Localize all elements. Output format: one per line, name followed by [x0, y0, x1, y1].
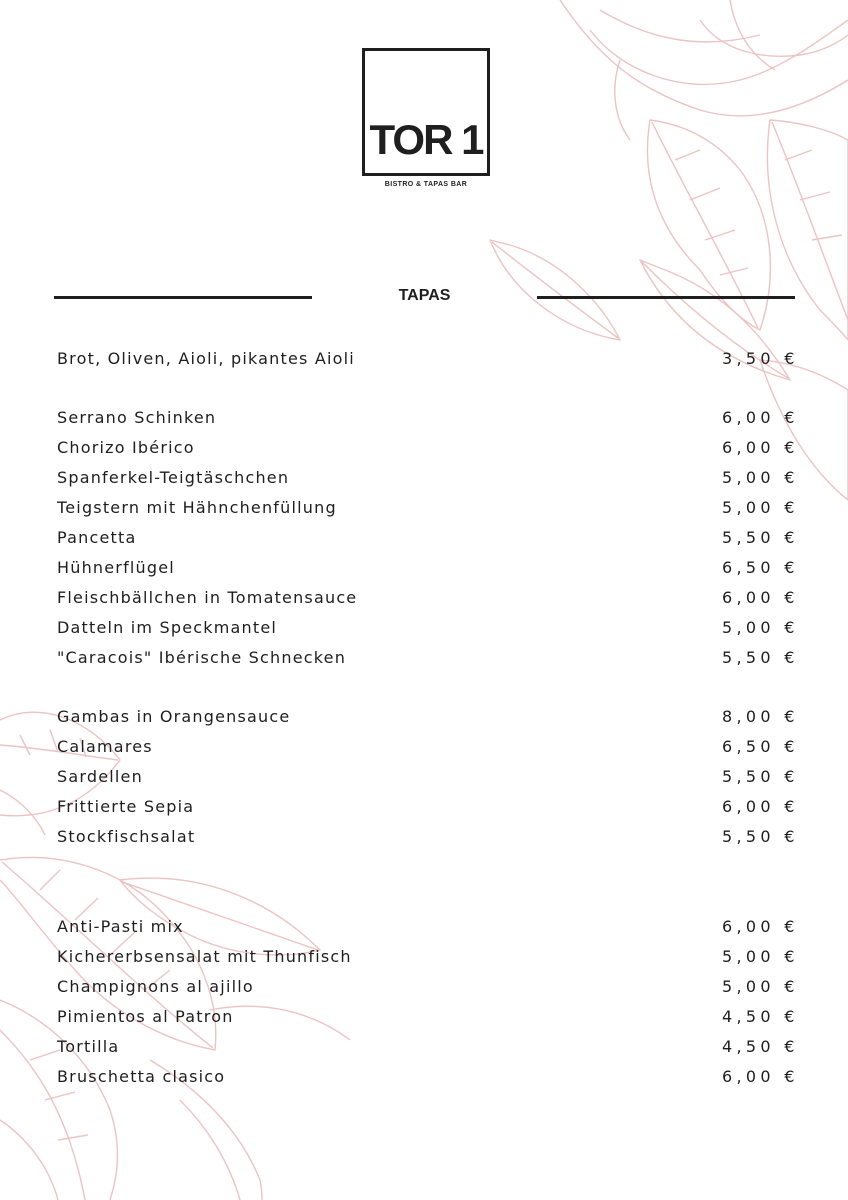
- menu-item-name: Teigstern mit Hähnchenfüllung: [57, 498, 337, 517]
- menu-item-price: 5,50 €: [722, 827, 799, 846]
- menu-item-name: Fleischbällchen in Tomatensauce: [57, 588, 358, 607]
- menu-item-price: 5,00 €: [722, 498, 799, 517]
- menu-item-price: 6,00 €: [722, 438, 799, 457]
- menu-item: [57, 767, 797, 789]
- menu-item-name: Spanferkel-Teigtäschchen: [57, 468, 290, 487]
- menu-item-price: 3,50 €: [722, 349, 799, 368]
- menu-item: [57, 558, 797, 580]
- menu-item-name: Brot, Oliven, Aioli, pikantes Aioli: [57, 349, 355, 368]
- menu-item-name: Chorizo Ibérico: [57, 438, 195, 457]
- menu-item: [57, 977, 797, 999]
- menu-item-price: 6,00 €: [722, 797, 799, 816]
- menu-item-name: Tortilla: [57, 1037, 120, 1056]
- section-rule-right: [537, 296, 795, 299]
- menu-item-price: 4,50 €: [722, 1007, 799, 1026]
- section-rule-left: [54, 296, 312, 299]
- logo-text: TOR 1: [369, 116, 483, 163]
- menu-item: [57, 1007, 797, 1029]
- menu-item-name: Kichererbsensalat mit Thunfisch: [57, 947, 352, 966]
- menu-item-name: Calamares: [57, 737, 153, 756]
- menu-item-name: Champignons al ajillo: [57, 977, 254, 996]
- menu-item: [57, 1067, 797, 1089]
- menu-item: [57, 438, 797, 460]
- logo-tagline: BISTRO & TAPAS BAR: [384, 181, 468, 188]
- menu-item-price: 5,50 €: [722, 528, 799, 547]
- menu-item-name: Anti-Pasti mix: [57, 917, 184, 936]
- menu-item: [57, 947, 797, 969]
- menu-item-name: Stockfischsalat: [57, 827, 196, 846]
- menu-item: [57, 468, 797, 490]
- menu-item-name: Bruschetta clasico: [57, 1067, 226, 1086]
- menu-item-name: Pimientos al Patron: [57, 1007, 234, 1026]
- menu-item: [57, 349, 797, 371]
- menu-item: [57, 827, 797, 849]
- menu-item-name: Pancetta: [57, 528, 137, 547]
- menu-item-price: 4,50 €: [722, 1037, 799, 1056]
- menu-item: [57, 917, 797, 939]
- menu-item: [57, 408, 797, 430]
- menu-item-name: Hühnerflügel: [57, 558, 175, 577]
- menu-item: [57, 528, 797, 550]
- menu-item-price: 8,00 €: [722, 707, 799, 726]
- menu-item: [57, 707, 797, 729]
- menu-item-name: Gambas in Orangensauce: [57, 707, 291, 726]
- menu-item-price: 5,00 €: [722, 618, 799, 637]
- menu-item-price: 5,00 €: [722, 977, 799, 996]
- menu-item-price: 6,50 €: [722, 737, 799, 756]
- section-title: TAPAS: [398, 287, 451, 304]
- menu-item-price: 6,00 €: [722, 408, 799, 427]
- menu-item-name: Frittierte Sepia: [57, 797, 195, 816]
- menu-item-price: 6,00 €: [722, 1067, 799, 1086]
- menu-item-price: 6,00 €: [722, 917, 799, 936]
- menu-item: [57, 648, 797, 670]
- menu-item: [57, 797, 797, 819]
- menu-item-name: Datteln im Speckmantel: [57, 618, 278, 637]
- menu-item-price: 5,00 €: [722, 468, 799, 487]
- menu-item-price: 5,00 €: [722, 947, 799, 966]
- menu-item-price: 6,50 €: [722, 558, 799, 577]
- logo-box: [362, 48, 490, 176]
- menu-item: [57, 588, 797, 610]
- menu-item: [57, 498, 797, 520]
- menu-item: [57, 618, 797, 640]
- menu-item-name: Serrano Schinken: [57, 408, 217, 427]
- menu-item-price: 5,50 €: [722, 767, 799, 786]
- menu-item-name: Sardellen: [57, 767, 143, 786]
- menu-item-price: 5,50 €: [722, 648, 799, 667]
- menu-item-price: 6,00 €: [722, 588, 799, 607]
- menu-item: [57, 1037, 797, 1059]
- menu-item: [57, 737, 797, 759]
- menu-item-name: "Caracois" Ibérische Schnecken: [57, 648, 347, 667]
